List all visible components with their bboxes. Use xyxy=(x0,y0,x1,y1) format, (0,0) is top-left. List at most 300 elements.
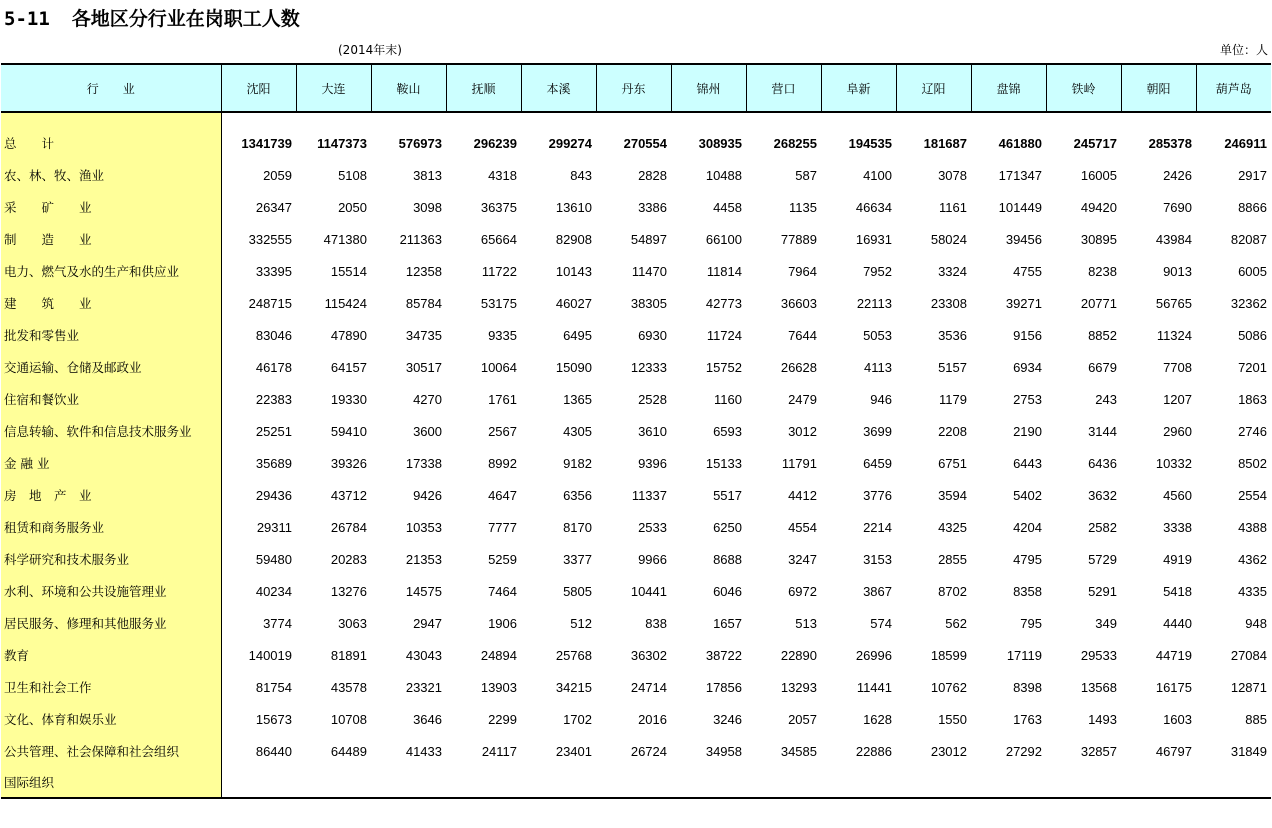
industry-label: 居民服务、修理和其他服务业 xyxy=(1,607,221,639)
value-cell: 4270 xyxy=(413,391,442,407)
value-cell: 8502 xyxy=(1238,455,1267,471)
value-cell: 31849 xyxy=(1230,743,1267,759)
table-row xyxy=(1,415,1271,447)
value-cell: 4554 xyxy=(788,519,817,535)
value-cell: 22113 xyxy=(856,295,892,311)
value-cell: 39456 xyxy=(1005,231,1042,247)
value-cell: 43043 xyxy=(405,647,442,663)
industry-label: 信息转输、软件和信息技术服务业 xyxy=(1,415,221,447)
value-cell: 4325 xyxy=(938,519,967,535)
table-subtitle: (2014年末) xyxy=(338,43,402,57)
value-cell: 35689 xyxy=(255,455,292,471)
value-cell: 82087 xyxy=(1230,231,1267,247)
value-cell: 10143 xyxy=(555,263,592,279)
value-cell: 3610 xyxy=(638,423,667,439)
value-cell: 26996 xyxy=(855,647,892,663)
page-title xyxy=(4,6,300,32)
value-cell: 4919 xyxy=(1163,551,1192,567)
value-cell: 3632 xyxy=(1088,487,1117,503)
column-header-region: 营口 xyxy=(746,64,821,112)
column-header-region: 盘锦 xyxy=(971,64,1046,112)
value-cell: 58024 xyxy=(930,231,967,247)
value-cell: 3377 xyxy=(563,551,592,567)
value-cell: 3774 xyxy=(263,615,292,631)
industry-label: 采 矿 业 xyxy=(1,191,221,223)
value-cell: 9182 xyxy=(563,455,592,471)
value-cell xyxy=(896,767,971,798)
value-cell: 3153 xyxy=(863,551,892,567)
data-table xyxy=(1,63,1271,799)
value-cell xyxy=(596,767,671,798)
value-cell: 1179 xyxy=(939,391,967,407)
column-header-region: 锦州 xyxy=(671,64,746,112)
value-cell: 49420 xyxy=(1080,199,1117,215)
value-cell: 86440 xyxy=(255,743,292,759)
value-cell xyxy=(746,767,821,798)
value-cell: 24714 xyxy=(630,679,667,695)
value-cell: 140019 xyxy=(248,647,292,663)
value-cell: 29533 xyxy=(1080,647,1117,663)
value-cell: 2059 xyxy=(263,167,292,183)
value-cell: 3867 xyxy=(863,583,892,599)
value-cell: 11441 xyxy=(856,679,892,695)
value-cell: 2855 xyxy=(938,551,967,567)
industry-label: 租赁和商务服务业 xyxy=(1,511,221,543)
value-cell: 65664 xyxy=(480,231,517,247)
value-cell: 946 xyxy=(870,391,892,407)
value-cell: 6046 xyxy=(713,583,742,599)
value-cell: 6593 xyxy=(713,423,742,439)
value-cell: 795 xyxy=(1020,615,1042,631)
value-cell: 8866 xyxy=(1238,199,1267,215)
value-cell: 8992 xyxy=(488,455,517,471)
table-title: 各地区分行业在岗职工人数 xyxy=(71,8,300,30)
value-cell: 6930 xyxy=(638,327,667,343)
table-row xyxy=(1,223,1271,255)
value-cell: 15090 xyxy=(555,359,592,375)
value-cell: 243 xyxy=(1095,391,1117,407)
value-cell: 26784 xyxy=(330,519,367,535)
value-cell: 574 xyxy=(870,615,892,631)
value-cell: 22886 xyxy=(855,743,892,759)
value-cell: 3594 xyxy=(938,487,967,503)
value-cell: 9335 xyxy=(488,327,517,343)
value-cell: 6250 xyxy=(713,519,742,535)
value-cell: 8852 xyxy=(1088,327,1117,343)
industry-label: 电力、燃气及水的生产和供应业 xyxy=(1,255,221,287)
value-cell: 53175 xyxy=(480,295,517,311)
value-cell: 41433 xyxy=(405,743,442,759)
value-cell xyxy=(371,767,446,798)
value-cell: 3813 xyxy=(413,167,442,183)
value-cell: 2016 xyxy=(638,711,667,727)
value-cell: 85784 xyxy=(405,295,442,311)
table-row xyxy=(1,255,1271,287)
value-cell: 56765 xyxy=(1155,295,1192,311)
value-cell xyxy=(521,767,596,798)
value-cell: 4440 xyxy=(1163,615,1192,631)
value-cell: 10064 xyxy=(480,359,517,375)
value-cell: 349 xyxy=(1095,615,1117,631)
table-row xyxy=(1,767,1271,798)
value-cell: 5259 xyxy=(488,551,517,567)
value-cell: 7964 xyxy=(788,263,817,279)
column-header-region: 本溪 xyxy=(521,64,596,112)
value-cell: 23321 xyxy=(405,679,442,695)
value-cell: 2947 xyxy=(413,615,442,631)
value-cell: 3600 xyxy=(413,423,442,439)
industry-label: 水利、环境和公共设施管理业 xyxy=(1,575,221,607)
value-cell: 12871 xyxy=(1230,679,1267,695)
value-cell: 2214 xyxy=(863,519,892,535)
value-cell: 2057 xyxy=(788,711,817,727)
value-cell: 25251 xyxy=(255,423,292,439)
value-cell: 16931 xyxy=(855,231,892,247)
value-cell: 1207 xyxy=(1163,391,1192,407)
value-cell: 82908 xyxy=(555,231,592,247)
value-cell: 4560 xyxy=(1163,487,1192,503)
value-cell: 26628 xyxy=(780,359,817,375)
industry-label: 交通运输、仓储及邮政业 xyxy=(1,351,221,383)
value-cell: 34735 xyxy=(405,327,442,343)
column-header-region: 铁岭 xyxy=(1046,64,1121,112)
value-cell: 296239 xyxy=(473,135,517,151)
value-cell: 64157 xyxy=(330,359,367,375)
value-cell: 10488 xyxy=(705,167,742,183)
value-cell: 3078 xyxy=(938,167,967,183)
value-cell: 12333 xyxy=(630,359,667,375)
value-cell: 10353 xyxy=(405,519,442,535)
value-cell: 2917 xyxy=(1238,167,1267,183)
value-cell: 24894 xyxy=(480,647,517,663)
value-cell: 7952 xyxy=(863,263,892,279)
value-cell: 4647 xyxy=(488,487,517,503)
value-cell: 332555 xyxy=(248,231,292,247)
value-cell: 1906 xyxy=(488,615,517,631)
value-cell: 17338 xyxy=(405,455,442,471)
value-cell: 4362 xyxy=(1238,551,1267,567)
value-cell: 461880 xyxy=(998,135,1042,151)
table-row xyxy=(1,735,1271,767)
value-cell: 7201 xyxy=(1238,359,1267,375)
value-cell: 1603 xyxy=(1163,711,1192,727)
column-header-region: 大连 xyxy=(296,64,371,112)
value-cell: 29436 xyxy=(255,487,292,503)
value-cell: 3646 xyxy=(413,711,442,727)
value-cell: 576973 xyxy=(398,135,442,151)
value-cell: 1493 xyxy=(1088,711,1117,727)
value-cell: 77889 xyxy=(780,231,817,247)
value-cell: 3699 xyxy=(863,423,892,439)
value-cell: 4458 xyxy=(713,199,742,215)
value-cell: 5086 xyxy=(1238,327,1267,343)
value-cell: 101449 xyxy=(998,199,1042,215)
table-row xyxy=(1,159,1271,191)
table-row xyxy=(1,447,1271,479)
value-cell: 46027 xyxy=(555,295,592,311)
value-cell: 948 xyxy=(1245,615,1267,631)
column-header-region: 阜新 xyxy=(821,64,896,112)
value-cell: 587 xyxy=(795,167,817,183)
value-cell: 26347 xyxy=(255,199,292,215)
value-cell: 3386 xyxy=(638,199,667,215)
value-cell: 3246 xyxy=(713,711,742,727)
value-cell: 3098 xyxy=(413,199,442,215)
value-cell: 1550 xyxy=(938,711,967,727)
value-cell: 2753 xyxy=(1013,391,1042,407)
value-cell: 2746 xyxy=(1238,423,1267,439)
value-cell: 7690 xyxy=(1163,199,1192,215)
value-cell: 115424 xyxy=(324,295,367,311)
value-cell: 5805 xyxy=(563,583,592,599)
value-cell: 6459 xyxy=(863,455,892,471)
value-cell: 2828 xyxy=(638,167,667,183)
value-cell: 6436 xyxy=(1088,455,1117,471)
industry-label: 农、林、牧、渔业 xyxy=(1,159,221,191)
value-cell: 843 xyxy=(570,167,592,183)
value-cell: 4113 xyxy=(864,359,892,375)
value-cell: 32362 xyxy=(1230,295,1267,311)
value-cell: 59480 xyxy=(255,551,292,567)
value-cell: 1863 xyxy=(1238,391,1267,407)
value-cell: 8398 xyxy=(1013,679,1042,695)
value-cell: 6972 xyxy=(788,583,817,599)
industry-label: 国际组织 xyxy=(1,767,221,798)
value-cell: 211363 xyxy=(399,231,442,247)
value-cell: 3536 xyxy=(938,327,967,343)
value-cell: 838 xyxy=(645,615,667,631)
value-cell: 11814 xyxy=(706,263,742,279)
value-cell: 285378 xyxy=(1148,135,1192,151)
column-header-region: 丹东 xyxy=(596,64,671,112)
table-body xyxy=(1,112,1271,798)
value-cell: 248715 xyxy=(248,295,292,311)
value-cell: 4100 xyxy=(863,167,892,183)
value-cell: 11724 xyxy=(706,327,742,343)
value-cell: 14575 xyxy=(405,583,442,599)
value-cell: 15673 xyxy=(255,711,292,727)
value-cell: 43712 xyxy=(330,487,367,503)
value-cell: 1761 xyxy=(488,391,517,407)
value-cell: 5418 xyxy=(1163,583,1192,599)
value-cell: 27084 xyxy=(1230,647,1267,663)
value-cell: 9013 xyxy=(1163,263,1192,279)
column-header-region: 抚顺 xyxy=(446,64,521,112)
value-cell: 17119 xyxy=(1006,647,1042,663)
value-cell: 1657 xyxy=(713,615,742,631)
value-cell: 1160 xyxy=(714,391,742,407)
value-cell: 2426 xyxy=(1163,167,1192,183)
value-cell: 8238 xyxy=(1088,263,1117,279)
value-cell: 10441 xyxy=(630,583,667,599)
value-cell xyxy=(671,767,746,798)
value-cell: 34958 xyxy=(705,743,742,759)
table-row xyxy=(1,383,1271,415)
header-row xyxy=(1,64,1271,112)
value-cell: 5291 xyxy=(1088,583,1117,599)
value-cell: 13903 xyxy=(480,679,517,695)
value-cell: 16175 xyxy=(1155,679,1192,695)
industry-label: 金 融 业 xyxy=(1,447,221,479)
industry-label: 文化、体育和娱乐业 xyxy=(1,703,221,735)
value-cell: 299274 xyxy=(548,135,592,151)
value-cell: 23012 xyxy=(930,743,967,759)
value-cell: 9426 xyxy=(413,487,442,503)
value-cell: 34585 xyxy=(780,743,817,759)
value-cell: 5517 xyxy=(713,487,742,503)
table-row xyxy=(1,191,1271,223)
value-cell: 4335 xyxy=(1238,583,1267,599)
value-cell: 46797 xyxy=(1155,743,1192,759)
value-cell: 11791 xyxy=(781,455,817,471)
value-cell: 8688 xyxy=(713,551,742,567)
value-cell: 25768 xyxy=(555,647,592,663)
value-cell xyxy=(821,767,896,798)
value-cell: 7464 xyxy=(488,583,517,599)
value-cell: 46634 xyxy=(855,199,892,215)
value-cell: 5108 xyxy=(338,167,367,183)
industry-label: 房 地 产 业 xyxy=(1,479,221,511)
value-cell: 3776 xyxy=(863,487,892,503)
value-cell: 64489 xyxy=(330,743,367,759)
value-cell: 66100 xyxy=(705,231,742,247)
column-header-region: 葫芦岛 xyxy=(1196,64,1271,112)
value-cell: 81891 xyxy=(330,647,367,663)
value-cell: 6356 xyxy=(563,487,592,503)
value-cell: 30895 xyxy=(1080,231,1117,247)
value-cell: 46178 xyxy=(255,359,292,375)
value-cell xyxy=(971,767,1046,798)
value-cell: 42773 xyxy=(705,295,742,311)
value-cell: 5053 xyxy=(863,327,892,343)
industry-label: 教育 xyxy=(1,639,221,671)
value-cell: 38305 xyxy=(630,295,667,311)
value-cell: 40234 xyxy=(255,583,292,599)
value-cell: 2528 xyxy=(638,391,667,407)
value-cell: 10332 xyxy=(1155,455,1192,471)
value-cell: 15514 xyxy=(330,263,367,279)
column-header-region: 辽阳 xyxy=(896,64,971,112)
value-cell: 2190 xyxy=(1013,423,1042,439)
value-cell: 5402 xyxy=(1013,487,1042,503)
value-cell: 17856 xyxy=(705,679,742,695)
value-cell: 10762 xyxy=(930,679,967,695)
value-cell: 2050 xyxy=(338,199,367,215)
value-cell: 39271 xyxy=(1005,295,1042,311)
table-row xyxy=(1,575,1271,607)
column-header-region: 沈阳 xyxy=(221,64,296,112)
value-cell: 471380 xyxy=(323,231,367,247)
table-row xyxy=(1,639,1271,671)
value-cell: 32857 xyxy=(1080,743,1117,759)
value-cell: 54897 xyxy=(630,231,667,247)
value-cell: 2582 xyxy=(1088,519,1117,535)
value-cell: 38722 xyxy=(705,647,742,663)
value-cell: 2299 xyxy=(488,711,517,727)
value-cell: 6443 xyxy=(1013,455,1042,471)
value-cell: 11337 xyxy=(631,487,667,503)
value-cell: 3063 xyxy=(338,615,367,631)
value-cell: 1147373 xyxy=(317,135,367,151)
value-cell: 1135 xyxy=(789,199,817,215)
value-cell: 36375 xyxy=(480,199,517,215)
value-cell: 10708 xyxy=(330,711,367,727)
value-cell: 81754 xyxy=(255,679,292,695)
value-cell: 1341739 xyxy=(241,135,292,151)
value-cell: 9156 xyxy=(1013,327,1042,343)
value-cell: 9966 xyxy=(638,551,667,567)
value-cell: 2567 xyxy=(488,423,517,439)
value-cell: 15752 xyxy=(705,359,742,375)
value-cell: 22383 xyxy=(255,391,292,407)
value-cell: 2554 xyxy=(1238,487,1267,503)
value-cell: 1161 xyxy=(939,199,967,215)
value-cell: 8358 xyxy=(1013,583,1042,599)
value-cell: 9396 xyxy=(638,455,667,471)
industry-label: 制 造 业 xyxy=(1,223,221,255)
column-header-region: 朝阳 xyxy=(1121,64,1196,112)
value-cell: 3012 xyxy=(788,423,817,439)
value-cell: 22890 xyxy=(780,647,817,663)
value-cell: 171347 xyxy=(998,167,1042,183)
value-cell: 4204 xyxy=(1013,519,1042,535)
total-row xyxy=(1,112,1271,159)
column-header-industry: 行 业 xyxy=(1,64,221,112)
value-cell: 4318 xyxy=(488,167,517,183)
table-number: 5-11 xyxy=(4,8,50,30)
value-cell: 16005 xyxy=(1080,167,1117,183)
value-cell: 2479 xyxy=(788,391,817,407)
unit-label: 单位：人 xyxy=(1219,43,1268,57)
table-row xyxy=(1,479,1271,511)
value-cell: 6495 xyxy=(563,327,592,343)
value-cell: 15133 xyxy=(705,455,742,471)
industry-label: 公共管理、社会保障和社会组织 xyxy=(1,735,221,767)
value-cell: 3338 xyxy=(1163,519,1192,535)
value-cell: 7644 xyxy=(788,327,817,343)
value-cell: 39326 xyxy=(330,455,367,471)
value-cell: 23401 xyxy=(555,743,592,759)
value-cell: 1365 xyxy=(563,391,592,407)
table-row xyxy=(1,607,1271,639)
value-cell: 1702 xyxy=(563,711,592,727)
value-cell: 8170 xyxy=(563,519,592,535)
value-cell: 30517 xyxy=(405,359,442,375)
table-row xyxy=(1,671,1271,703)
value-cell: 2208 xyxy=(938,423,967,439)
table-row xyxy=(1,703,1271,735)
value-cell: 12358 xyxy=(405,263,442,279)
value-cell: 24117 xyxy=(481,743,517,759)
value-cell: 6679 xyxy=(1088,359,1117,375)
value-cell: 83046 xyxy=(255,327,292,343)
value-cell: 3144 xyxy=(1088,423,1117,439)
value-cell: 29311 xyxy=(256,519,292,535)
value-cell: 4412 xyxy=(788,487,817,503)
value-cell: 19330 xyxy=(330,391,367,407)
value-cell: 13610 xyxy=(555,199,592,215)
value-cell: 1763 xyxy=(1013,711,1042,727)
value-cell: 11324 xyxy=(1156,327,1192,343)
value-cell: 8702 xyxy=(938,583,967,599)
value-cell: 246911 xyxy=(1224,135,1267,151)
value-cell xyxy=(1196,767,1271,798)
table-row xyxy=(1,511,1271,543)
value-cell: 21353 xyxy=(405,551,442,567)
value-cell: 13293 xyxy=(780,679,817,695)
value-cell: 43984 xyxy=(1155,231,1192,247)
value-cell: 4388 xyxy=(1238,519,1267,535)
